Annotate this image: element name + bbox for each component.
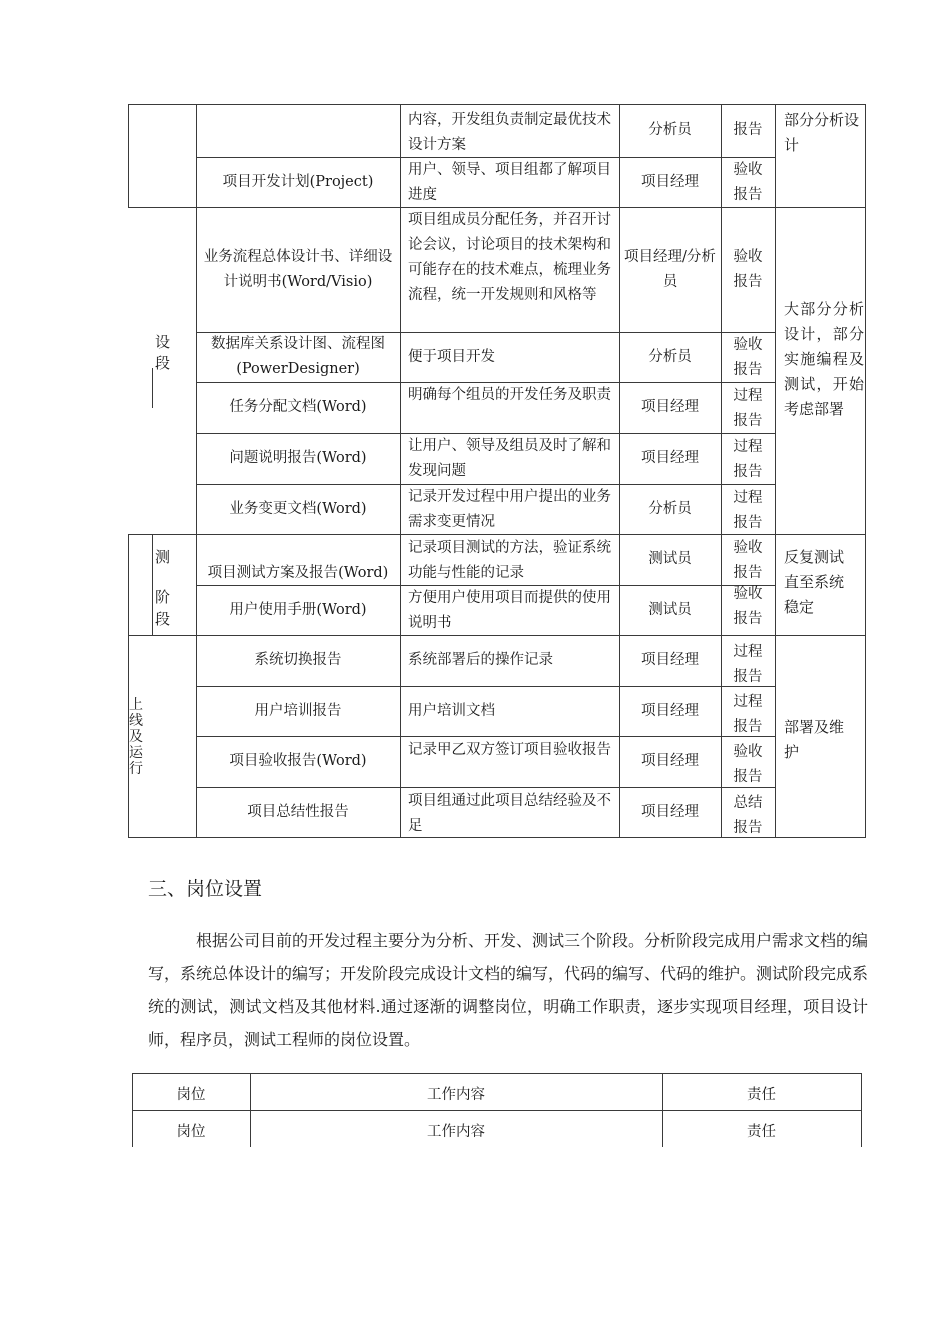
table-header-content: 工作内容	[427, 1087, 485, 1103]
table-cell-role: 项目经理/分析员	[624, 248, 716, 290]
table-cell-type: 验收报告	[733, 586, 763, 627]
section-paragraph: 根据公司目前的开发过程主要分为分析、开发、测试三个阶段。分析阶段完成用户需求文档的编写，系统总体设计的编写；开发阶段完成设计文档的编写，代码的编写、代码的维护。测试阶段完成系统的测试，测试文档及其他材料.通过逐渐的调整岗位，明确工作职责，逐步实现项目经理，项目设计师，程序员，测试工程师的岗位设置。	[148, 931, 869, 1049]
table-cell-content: 记录项目测试的方法，验证系统功能与性能的记录	[408, 540, 611, 581]
table-cell-content: 系统部署后的操作记录	[408, 652, 553, 668]
table-cell-document: 用户培训报告	[254, 702, 342, 719]
stage-label: 测	[155, 548, 171, 566]
table-cell-role: 分析员	[648, 122, 692, 138]
stage-label: 段	[155, 610, 171, 628]
table-cell-type: 验收报告	[733, 744, 763, 785]
table-cell-type: 报告	[733, 122, 763, 138]
table-cell-type: 验收报告	[733, 540, 763, 581]
stage-label: 设	[155, 333, 171, 351]
table-cell-type: 过程报告	[733, 439, 763, 480]
table-cell-document: 系统切换报告	[254, 652, 342, 668]
table-cell-type: 验收报告	[733, 248, 763, 290]
table-cell-content: 记录甲乙双方签订项目验收报告	[408, 742, 611, 758]
table-cell-document: 业务流程总体设计书、详细设计说明书(Word/Visio)	[203, 248, 393, 290]
table-cell-content: 便于项目开发	[408, 348, 495, 365]
stage-label: 段	[155, 354, 171, 372]
table-header-responsibility: 责任	[747, 1087, 776, 1103]
table-cell-document: 问题说明报告(Word)	[229, 450, 367, 466]
stage-note: 部分分析设计	[784, 111, 860, 154]
table-cell-role: 项目经理	[641, 399, 699, 415]
table-cell-role: 测试员	[648, 551, 692, 567]
table-cell-document: 业务变更文档(Word)	[229, 500, 367, 517]
table-cell-document: 项目总结性报告	[247, 803, 349, 820]
table-cell-role: 项目经理	[641, 652, 699, 668]
table-cell-document: 任务分配文档(Word)	[229, 399, 367, 415]
table-header-position: 岗位	[176, 1087, 206, 1103]
table-cell-content: 项目组通过此项目总结经验及不足	[408, 793, 611, 834]
table-cell-document: 数据库关系设计图、流程图(PowerDesigner)	[211, 336, 385, 377]
table-cell-document: 项目开发计划(Project)	[222, 173, 374, 190]
table-cell-content: 明确每个组员的开发任务及职责	[408, 387, 611, 403]
table-cell-role: 分析员	[648, 348, 692, 365]
table-cell-role: 项目经理	[641, 450, 699, 466]
table-cell-position: 岗位	[176, 1124, 206, 1140]
stage-note: 反复测试直至系统稳定	[784, 548, 845, 616]
table-cell-content: 项目组成员分配任务，并召开讨论会议，讨论项目的技术架构和可能存在的技术难点，梳理业务流程，统一开发规则和风格等	[408, 212, 611, 303]
table-cell-type: 验收报告	[733, 337, 763, 378]
table-cell-type: 验收报告	[733, 162, 763, 203]
table-cell-role: 分析员	[648, 500, 692, 517]
table-cell-responsibility: 责任	[747, 1124, 776, 1140]
table-cell-content: 方便用户使用项目而提供的使用说明书	[408, 590, 611, 631]
stage-note: 部署及维护	[784, 718, 845, 761]
table-cell-role: 项目经理	[641, 753, 699, 769]
stage-label: 上线及运行	[129, 697, 143, 777]
table-cell-document: 用户使用手册(Word)	[229, 601, 367, 618]
table-cell-content: 用户、领导、项目组都了解项目进度	[408, 162, 611, 203]
table-cell-document: 项目验收报告(Word)	[229, 753, 367, 769]
table-cell-type: 总结报告	[733, 795, 763, 836]
stage-note: 大部分分析设计，部分实施编程及测试，开始考虑部署	[784, 300, 864, 418]
table-cell-type: 过程报告	[733, 644, 763, 685]
table-cell-content: 工作内容	[427, 1124, 485, 1140]
table-cell-content: 让用户、领导及组员及时了解和发现问题	[408, 438, 611, 479]
table-cell-content: 记录开发过程中用户提出的业务需求变更情况	[408, 489, 611, 530]
table-cell-content: 用户培训文档	[408, 702, 495, 719]
table-cell-role: 项目经理	[641, 803, 699, 820]
table-cell-document: 项目测试方案及报告(Word)	[207, 564, 389, 581]
table-cell-type: 过程报告	[733, 694, 763, 735]
table-cell-role: 项目经理	[641, 173, 699, 190]
section-heading: 三、岗位设置	[148, 878, 263, 900]
table-cell-type: 过程报告	[733, 490, 763, 531]
table-cell-role: 测试员	[648, 601, 692, 618]
table-cell-role: 项目经理	[641, 702, 699, 719]
stage-label: 阶	[155, 588, 171, 606]
table-cell-type: 过程报告	[733, 388, 763, 429]
table-cell-content: 内容，开发组负责制定最优技术设计方案	[408, 112, 611, 153]
